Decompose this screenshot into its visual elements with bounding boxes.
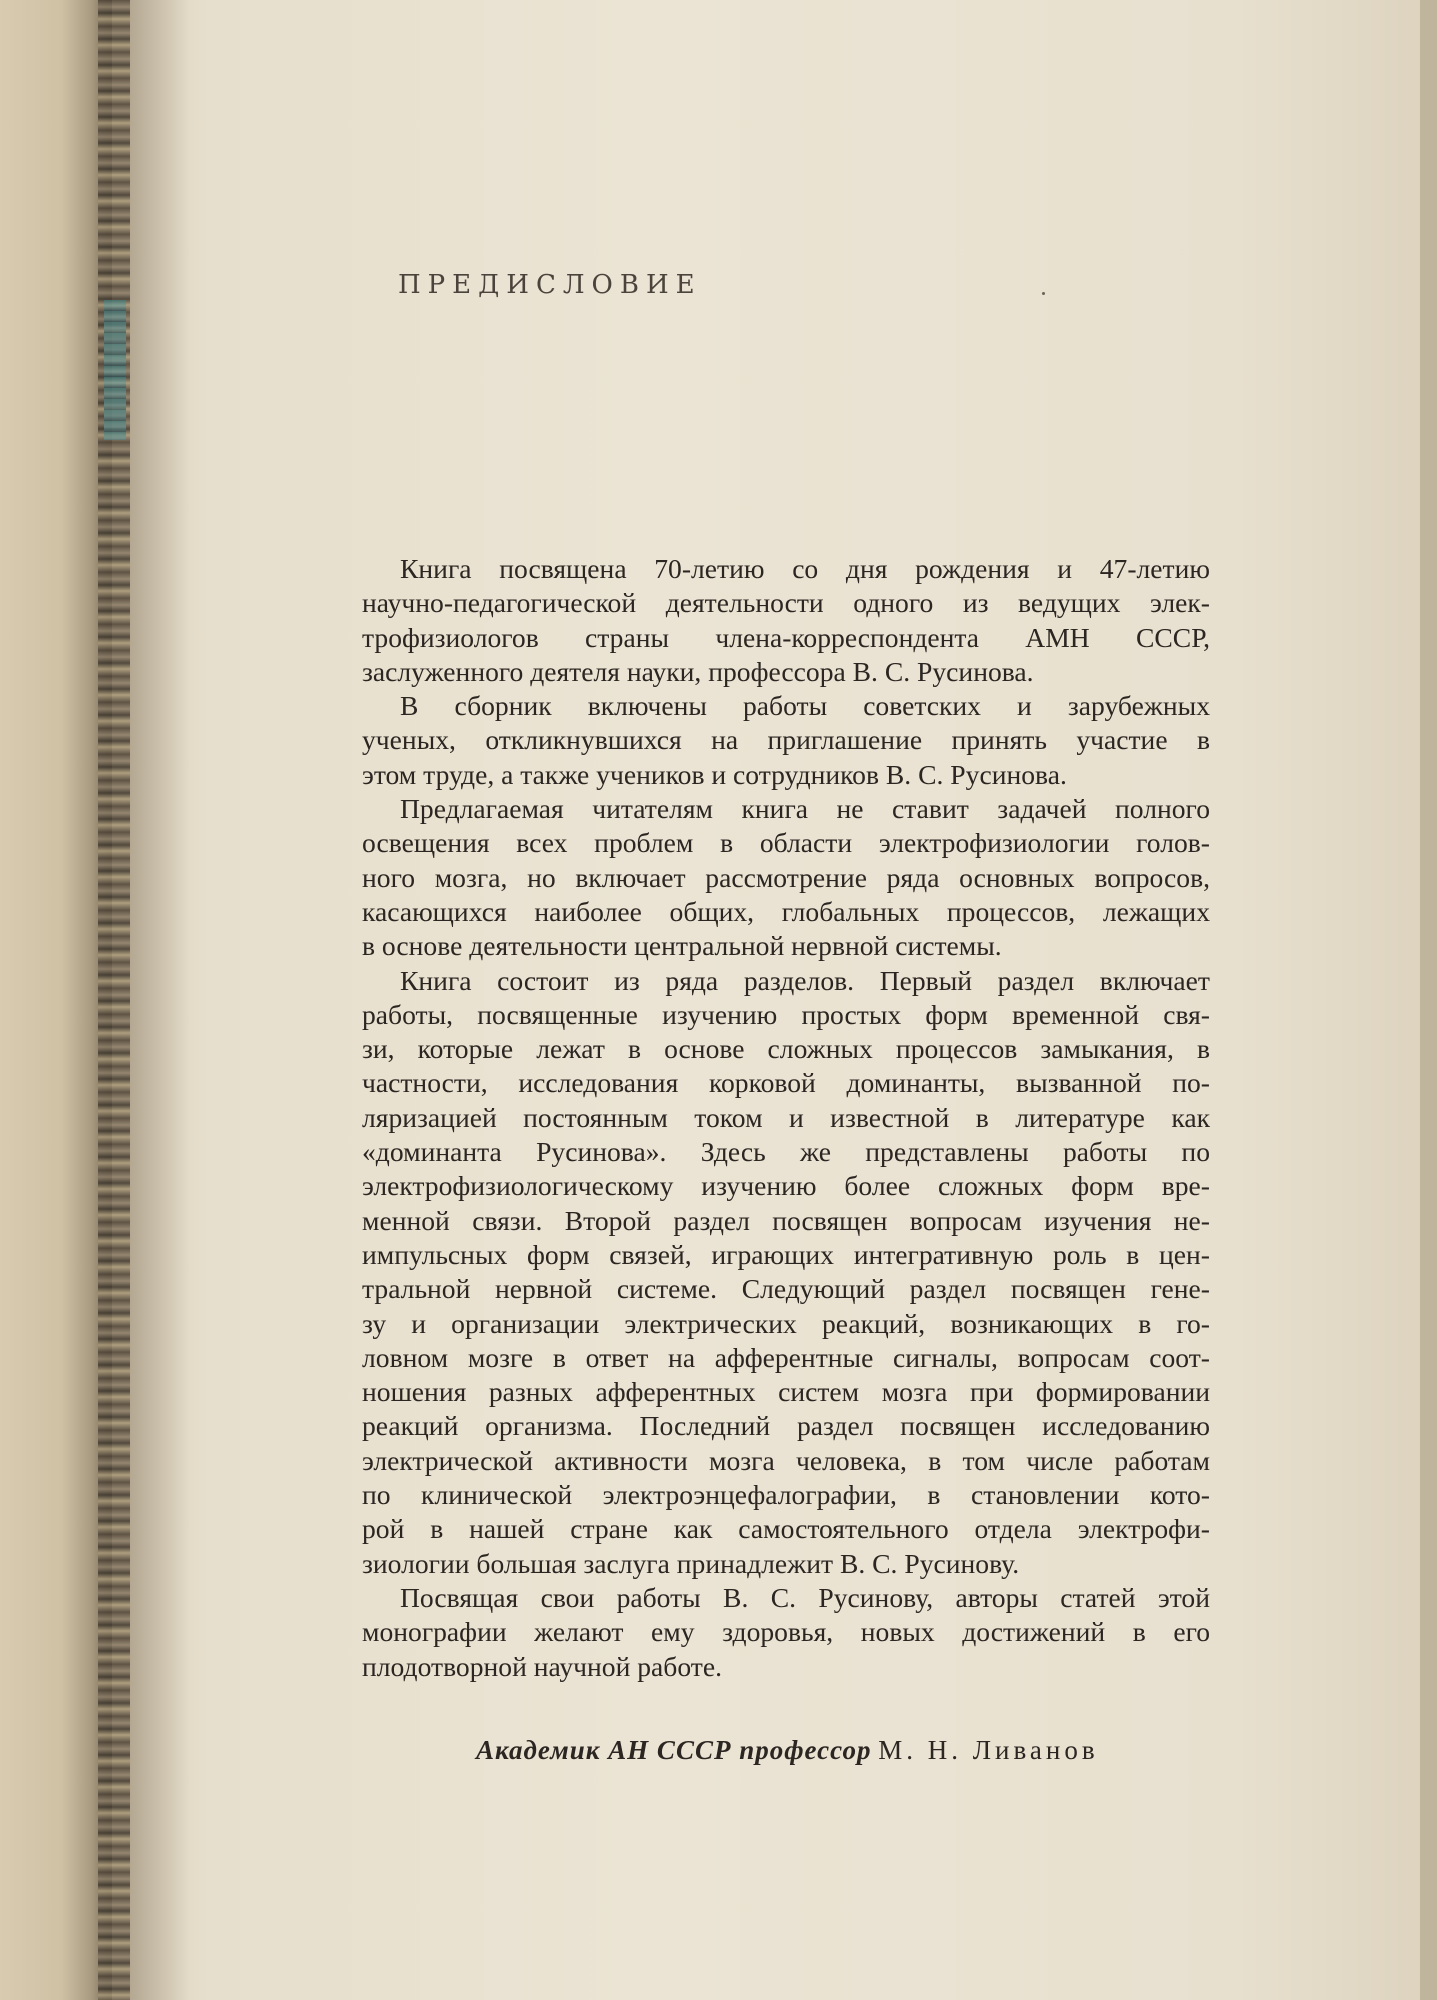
- text-line: тральной нервной системе. Следующий раздел посвящен гене-: [362, 1273, 1210, 1305]
- text-line: касающихся наиболее общих, глобальных процессов, лежащих: [362, 895, 1210, 927]
- text-line: частности, исследования корковой доминанты, вызванной по-: [362, 1067, 1210, 1099]
- text-line: электрофизиологическому изучению более сложных форм вре-: [362, 1170, 1210, 1202]
- text-line: плодотворной научной работе.: [362, 1650, 722, 1682]
- signature-name: М. Н. Ливанов: [878, 1735, 1099, 1765]
- foreword-body: [362, 552, 1210, 1684]
- text-line: менной связи. Второй раздел посвящен вопросам изучения не-: [362, 1204, 1210, 1236]
- text-line: ношения разных афферентных систем мозга при формировании: [362, 1376, 1210, 1408]
- paragraph: [362, 552, 1210, 689]
- text-line: реакций организма. Последний раздел посвящен исследованию: [362, 1410, 1210, 1442]
- text-line: электрической активности мозга человека, в том числе работам: [362, 1444, 1210, 1476]
- page-speck: [1042, 292, 1045, 295]
- signature-title: Академик АН СССР профессор: [476, 1735, 872, 1765]
- text-line: монографии желают ему здоровья, новых достижений в его: [362, 1616, 1210, 1648]
- text-line: Книга состоит из ряда разделов. Первый раздел включает: [400, 964, 1210, 996]
- text-line: работы, посвященные изучению простых форм временной свя-: [362, 998, 1210, 1030]
- text-line: в основе деятельности центральной нервной системы.: [362, 930, 1002, 962]
- text-line: В сборник включены работы советских и зарубежных: [400, 690, 1210, 722]
- paragraph: [362, 964, 1210, 1581]
- text-line: ляризацией постоянным током и известной в литературе как: [362, 1101, 1210, 1133]
- paragraph: [362, 1581, 1210, 1684]
- text-line: импульсных форм связей, играющих интегративную роль в цен-: [362, 1238, 1210, 1270]
- text-line: зу и организации электрических реакций, возникающих в го-: [362, 1307, 1210, 1339]
- binding-thread: [104, 300, 126, 440]
- text-line: ловном мозге в ответ на афферентные сигналы, вопросам соот-: [362, 1341, 1210, 1373]
- text-line: Посвящая свои работы В. С. Русинову, авторы статей этой: [400, 1581, 1210, 1613]
- text-line: трофизиологов страны члена-корреспондента АМН СССР,: [362, 621, 1210, 653]
- text-line: ученых, откликнувшихся на приглашение принять участие в: [362, 724, 1210, 756]
- text-line: рой в нашей стране как самостоятельного отдела электрофи-: [362, 1513, 1210, 1545]
- text-line: заслуженного деятеля науки, профессора В. С. Русинова.: [362, 655, 1034, 687]
- right-page-edge: [1420, 0, 1437, 2000]
- text-line: научно-педагогической деятельности одного из ведущих элек-: [362, 587, 1210, 619]
- signature: [476, 1735, 1099, 1766]
- text-line: Книга посвящена 70-летию со дня рождения и 47-летию: [400, 553, 1210, 584]
- paragraph: [362, 792, 1210, 963]
- text-line: зиологии большая заслуга принадлежит В. С. Русинову.: [362, 1547, 1020, 1579]
- text-line: ного мозга, но включает рассмотрение ряда основных вопросов,: [362, 861, 1210, 893]
- text-line: зи, которые лежат в основе сложных процессов замыкания, в: [362, 1033, 1210, 1065]
- page-heading: ПРЕДИСЛОВИЕ: [398, 270, 702, 300]
- text-line: «доминанта Русинова». Здесь же представлены работы по: [362, 1136, 1210, 1168]
- paragraph: [362, 689, 1210, 792]
- text-line: Предлагаемая читателям книга не ставит задачей полного: [400, 793, 1210, 825]
- text-line: этом труде, а также учеников и сотрудников В. С. Русинова.: [362, 758, 1067, 790]
- left-page-edge: [0, 0, 112, 2000]
- gutter-shadow: [130, 0, 190, 2000]
- text-line: освещения всех проблем в области электрофизиологии голов-: [362, 827, 1210, 859]
- text-line: по клинической электроэнцефалографии, в становлении кото-: [362, 1479, 1210, 1511]
